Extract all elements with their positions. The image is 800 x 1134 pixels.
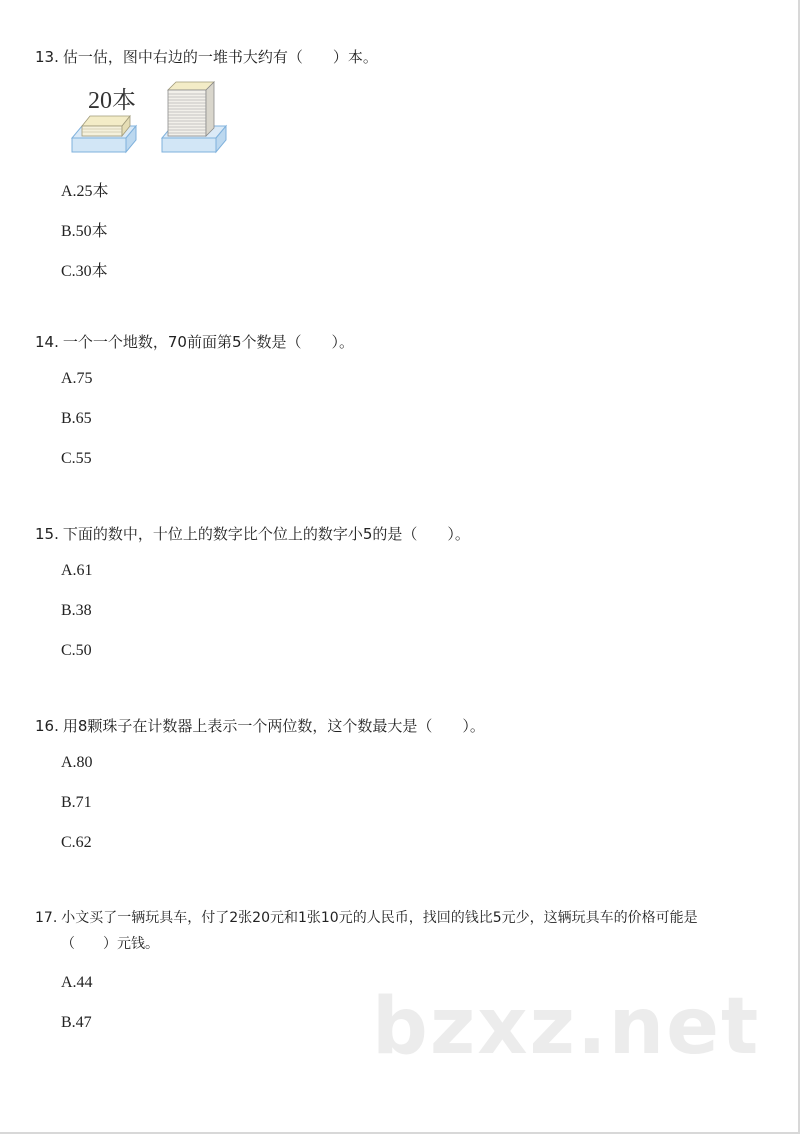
question-13 [35,44,765,70]
question-17 [35,905,765,957]
small-book-stack-icon [72,116,136,152]
option-17-a[interactable]: A.44 [61,974,93,991]
option-16-a[interactable]: A.80 [61,754,93,771]
question-14-text [35,329,765,355]
question-16-text [35,713,765,739]
option-16-b[interactable]: B.71 [61,794,92,811]
option-13-b[interactable]: B.50本 [61,223,108,240]
option-13-c[interactable]: C.30本 [61,263,108,280]
question-15-text [35,521,765,547]
option-15-a[interactable]: A.61 [61,562,93,579]
option-14-b[interactable]: B.65 [61,410,92,427]
question-17-stem: 小文买了一辆玩具车，付了2张20元和1张10元的人民币，找回的钱比5元少，这辆玩具车的价格可能是 [61,910,698,926]
question-15-stem: 下面的数中，十位上的数字比个位上的数字小5的是（ ）。 [62,525,470,543]
question-17-text [35,905,765,931]
option-14-c[interactable]: C.55 [61,450,92,467]
option-13-a[interactable]: A.25本 [61,183,109,200]
question-15 [35,521,765,547]
option-14-a[interactable]: A.75 [61,370,93,387]
question-13-stem: 估一估，图中右边的一堆书大约有（ ）本。 [62,48,378,66]
tall-book-stack-icon [162,82,226,152]
question-16-stem: 用8颗珠子在计数器上表示一个两位数，这个数最大是（ ）。 [62,717,485,735]
question-16-number: 16. [35,717,59,735]
question-15-number: 15. [35,525,59,543]
question-17-stem-cont: （ ）元钱。 [61,936,159,952]
watermark: bzxz.net [372,982,761,1072]
book-stacks-illustration [36,78,236,158]
option-15-b[interactable]: B.38 [61,602,92,619]
figure-label: 20本 [88,88,136,114]
option-17-b[interactable]: B.47 [61,1014,92,1031]
option-16-c[interactable]: C.62 [61,834,92,851]
option-15-c[interactable]: C.50 [61,642,92,659]
question-14 [35,329,765,355]
books-figure [36,78,236,158]
question-14-stem: 一个一个地数，70前面第5个数是（ ）。 [62,333,354,351]
question-14-number: 14. [35,333,59,351]
question-13-number: 13. [35,48,59,66]
question-17-text-cont [35,931,765,957]
question-16 [35,713,765,739]
question-13-text [35,44,765,70]
question-17-number: 17. [35,910,58,926]
